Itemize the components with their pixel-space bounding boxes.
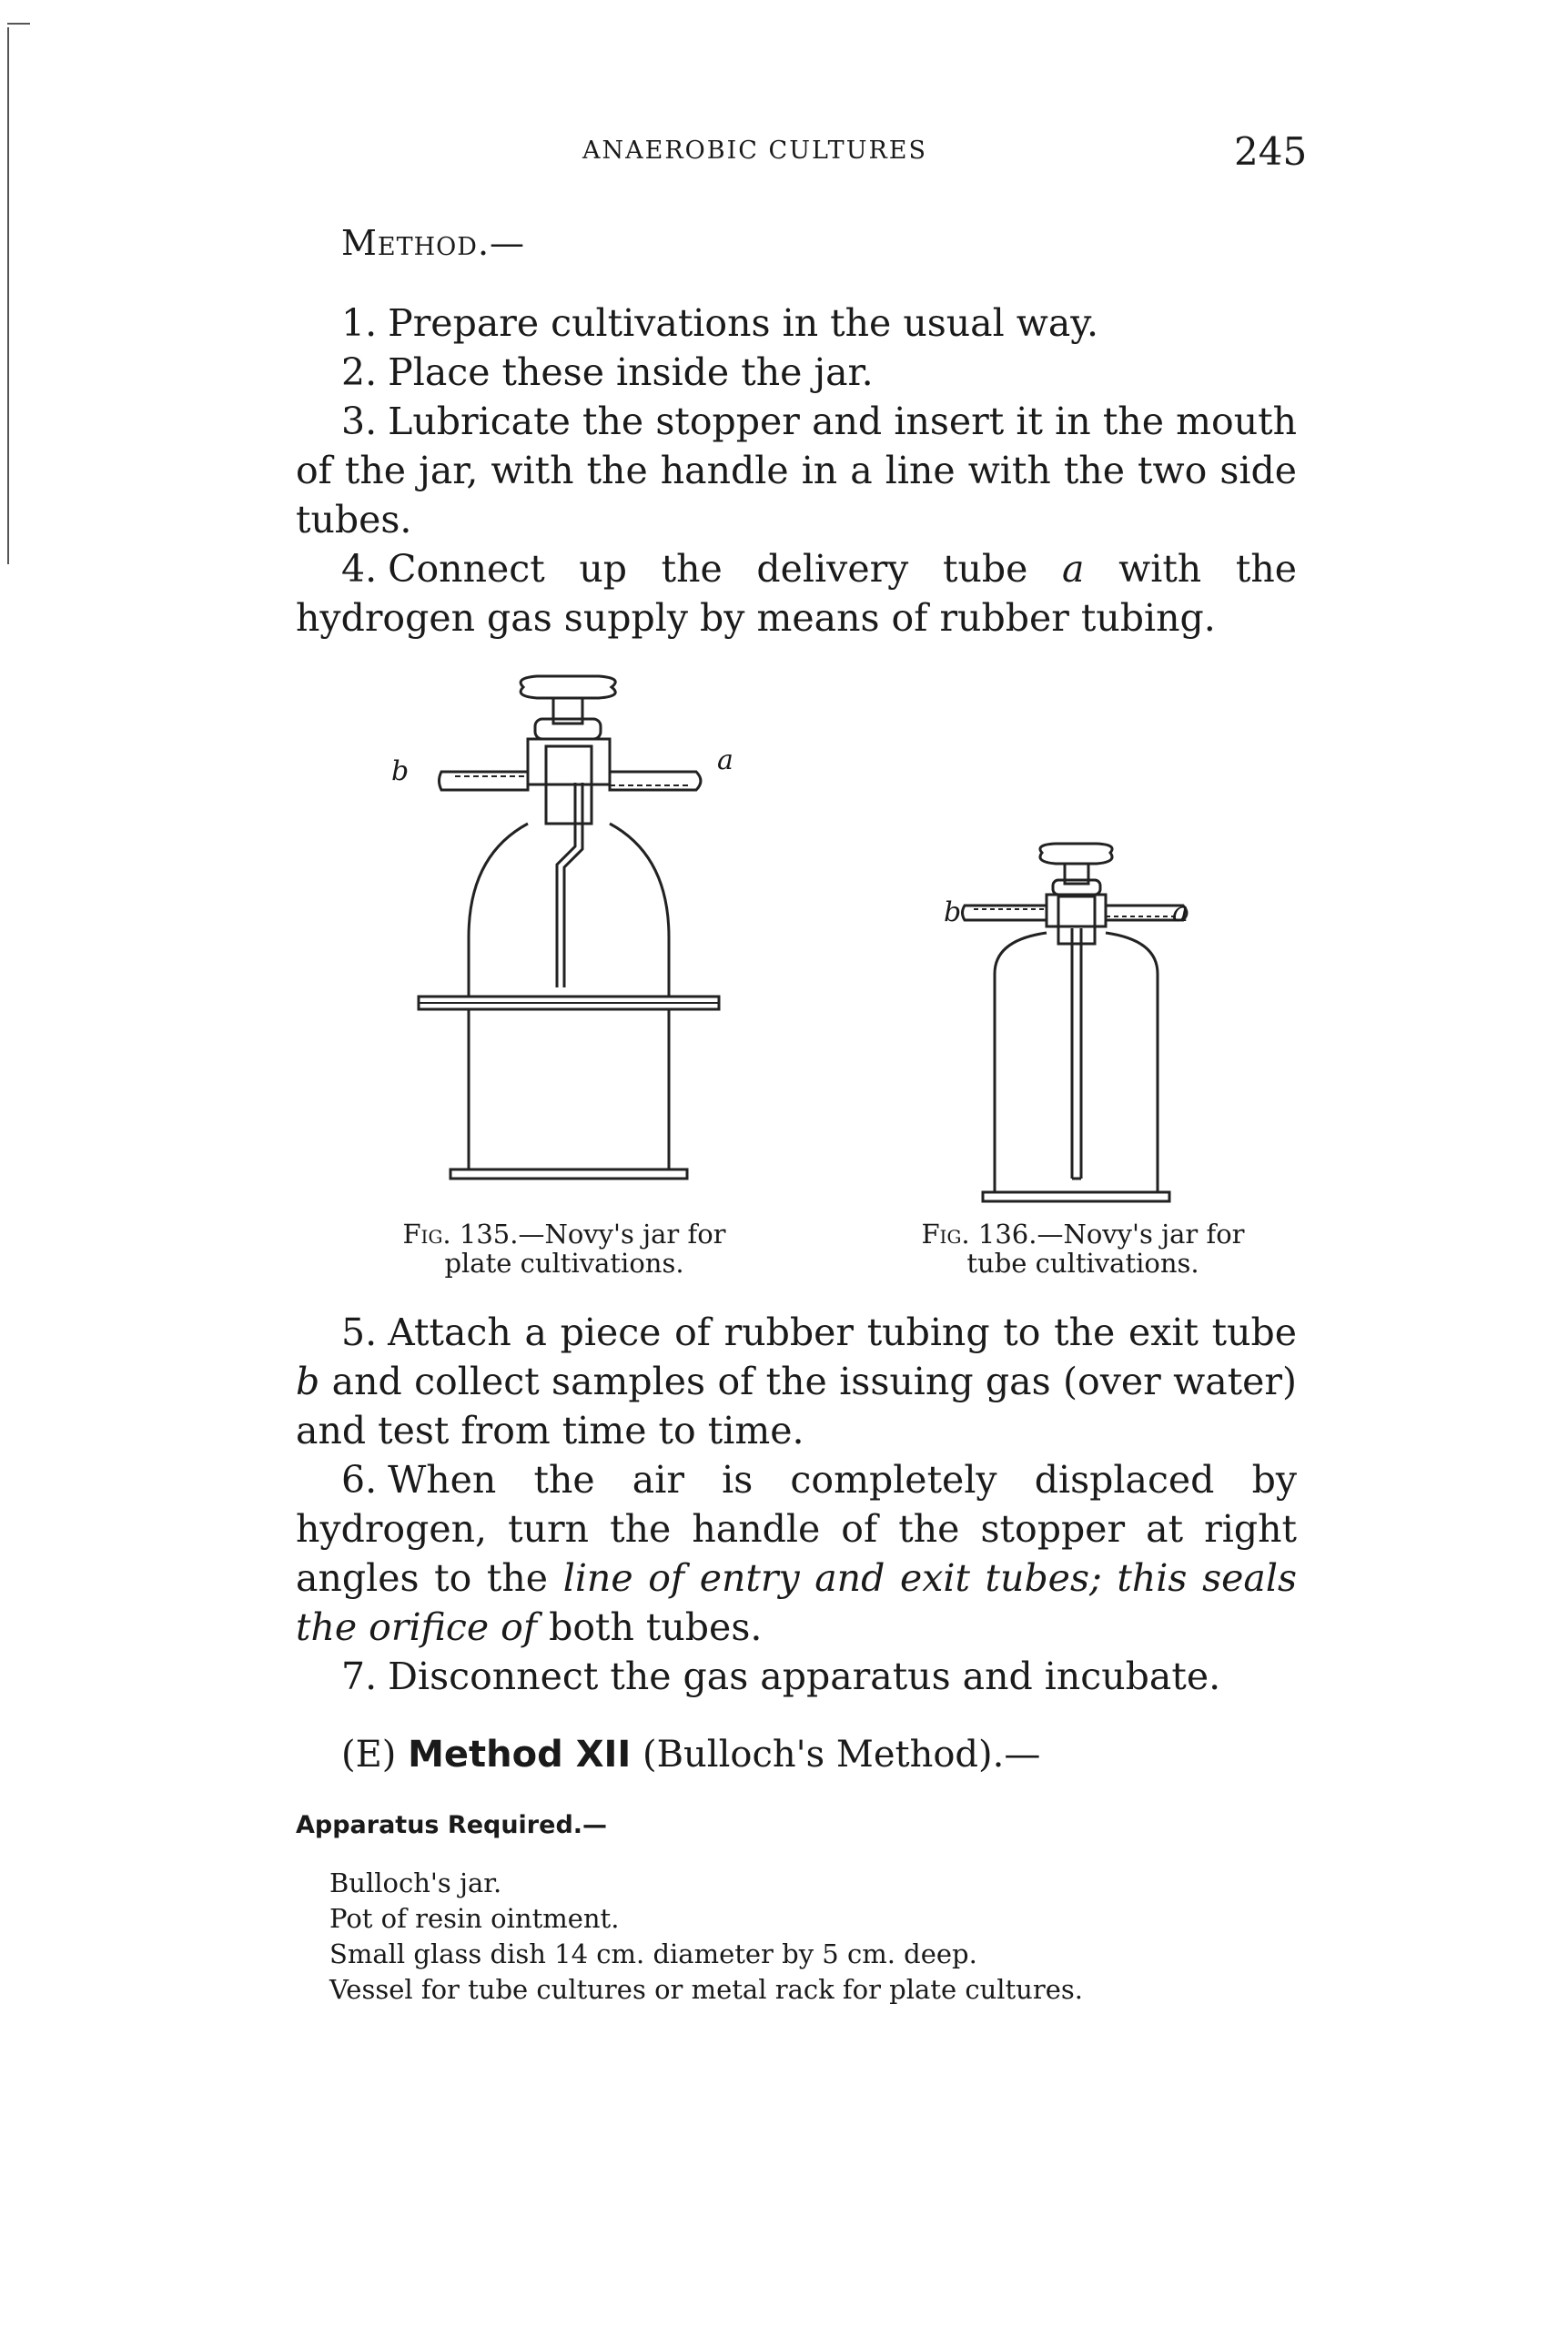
fig135-label-a: a — [717, 744, 733, 776]
step-2: 2. Place these inside the jar. — [341, 350, 874, 394]
apparatus-list — [329, 1866, 1083, 2008]
steps-bottom — [296, 1308, 1297, 1701]
figure-135-jar-illustration — [400, 673, 746, 1206]
step-4: 4. Connect up the delivery tube a with the hydrogen gas supply by means of rubber tubing. — [296, 547, 1297, 640]
fig136-label-a: a — [1172, 896, 1189, 928]
list-item: Vessel for tube cultures or metal rack for plate cultures. — [329, 1974, 1083, 2005]
page-header — [0, 129, 1568, 191]
figure-136-jar-illustration — [951, 842, 1233, 1206]
step-7: 7. Disconnect the gas apparatus and incubate. — [341, 1655, 1221, 1698]
steps-top — [296, 299, 1297, 643]
step-3: 3. Lubricate the stopper and insert it in the mouth of the jar, with the handle in a line with the two side tubes. — [296, 400, 1297, 541]
figure-136-caption: Fig. 136.—Novy's jar for tube cultivations. — [921, 1219, 1245, 1279]
figure-135-caption: Fig. 135.—Novy's jar for plate cultivations. — [402, 1219, 726, 1279]
running-head: ANAEROBIC CULTURES — [582, 137, 927, 165]
scan-margin-line — [7, 27, 9, 564]
page-number: 245 — [1234, 129, 1308, 174]
scan-margin-tick — [7, 23, 30, 25]
fig135-label-b: b — [391, 755, 410, 787]
fig136-label-b: b — [944, 896, 962, 928]
list-item: Small glass dish 14 cm. diameter by 5 cm. deep. — [329, 1938, 977, 1969]
step-1: 1. Prepare cultivations in the usual way. — [341, 301, 1099, 345]
step-5: 5. Attach a piece of rubber tubing to the exit tube b and collect samples of the issuing gas (over water) and test from time to time. — [296, 1311, 1297, 1452]
step-6: 6. When the air is completely displaced by hydrogen, turn the handle of the stopper at right angles to the line of entry and exit tubes; this seals the orifice of both tubes. — [296, 1458, 1297, 1649]
section-heading: (E) Method XII (Bulloch's Method).— — [341, 1734, 1041, 1776]
list-item: Bulloch's jar. — [329, 1867, 502, 1898]
method-label: Method.— — [341, 223, 526, 263]
apparatus-heading: Apparatus Required.— — [296, 1811, 608, 1839]
list-item: Pot of resin ointment. — [329, 1903, 620, 1934]
